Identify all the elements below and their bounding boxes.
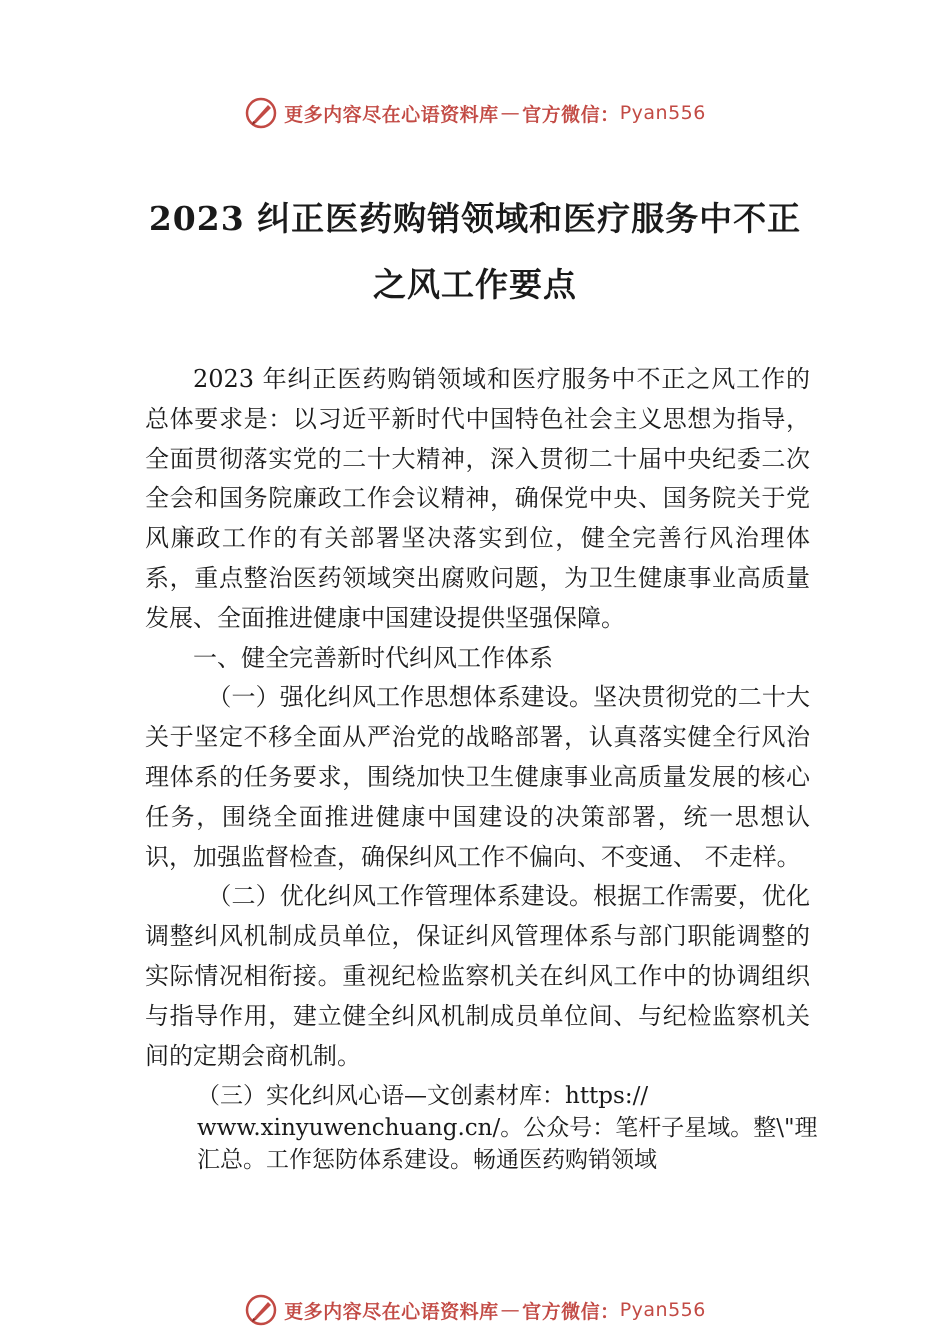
watermark-main-text: 更多内容尽在心语资料库 — [284, 103, 499, 126]
watermark-official-label: 官方微信： — [522, 103, 620, 126]
paragraph-intro: 2023 年纠正医药购销领域和医疗服务中不正之风工作的总体要求是：以习近平新时代中国特色社会主义思想为指导，全面贯彻落实党的二十大精神，深入贯彻二十届中央纪委二次全会和国务院廉政工作会议精神，确保党中央、国务院关于党风廉政工作的有关部署坚决落实到位，健全完善行风治理体系，重点整治医药领域突出腐败问题，为卫生健康事业高质量发展、全面推进健康中国建设提供坚强保障。 — [145, 365, 810, 632]
paragraph-item-3 — [145, 1080, 877, 1176]
quill-pen-logo-icon — [244, 1293, 278, 1327]
paragraph-item-2: （二）优化纠风工作管理体系建设。根据工作需要，优化调整纠风机制成员单位，保证纠风管理体系与部门职能调整的实际情况相衔接。重视纪检监察机关在纠风工作中的协调组织与指导作用，建立健全纠风机制成员单位间、与纪检监察机关间的定期会商机制。 — [145, 882, 810, 1070]
watermark-wechat-id: Pyan556 — [619, 102, 706, 124]
paragraph-item-3-line-2: www.xinyuwenchuang.cn/。公众号：笔杆子星域。整\"理 — [197, 1115, 818, 1142]
watermark-separator: — — [500, 1299, 521, 1321]
watermark-header — [0, 96, 950, 130]
document-body — [145, 360, 818, 1176]
watermark-wechat-id: Pyan556 — [619, 1299, 706, 1321]
watermark-separator: — — [500, 102, 521, 124]
title-line-1: 2023 纠正医药购销领域和医疗服务中不正 — [148, 199, 802, 238]
paragraph-item-3-line-1: （三）实化纠风心语—文创素材库：https:// — [197, 1083, 649, 1110]
quill-pen-logo-icon — [244, 96, 278, 130]
watermark-footer — [0, 1293, 950, 1327]
watermark-official-label: 官方微信： — [522, 1300, 620, 1323]
watermark-main-text: 更多内容尽在心语资料库 — [284, 1300, 499, 1323]
paragraph-item-1: （一）强化纠风工作思想体系建设。坚决贯彻党的二十大关于坚定不移全面从严治党的战略部署，认真落实健全行风治理体系的任务要求，围绕加快卫生健康事业高质量发展的核心任务，围绕全面推进健康中国建设的决策部署，统一思想认识，加强监督检查，确保纠风工作不偏向、不变通、 不走样。 — [145, 683, 810, 871]
section-heading-1: 一、健全完善新时代纠风工作体系 — [193, 643, 553, 672]
title-line-2: 之风工作要点 — [373, 265, 577, 304]
paragraph-item-3-line-3: 汇总。工作惩防体系建设。畅通医药购销领域 — [197, 1147, 657, 1174]
document-title — [120, 186, 830, 318]
